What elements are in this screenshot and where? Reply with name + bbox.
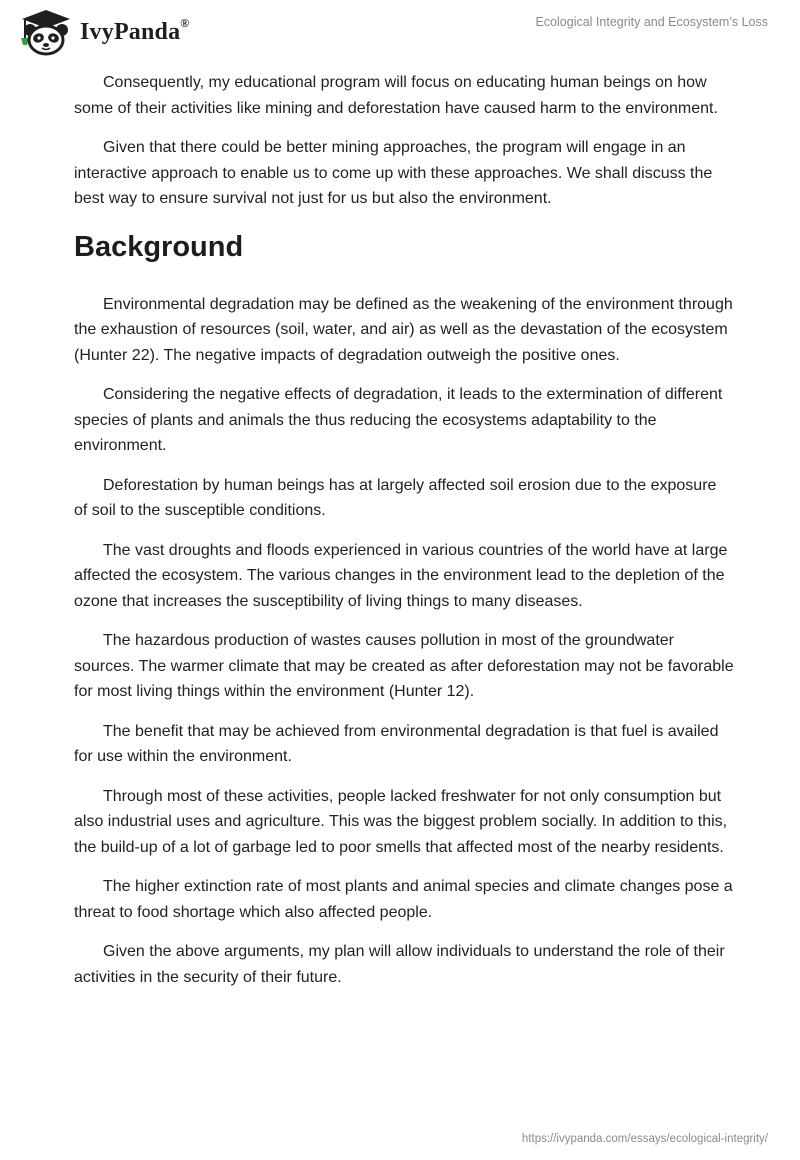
paragraph: The vast droughts and floods experienced in various countries of the world have at large affected the ecosystem. The various changes in the environment lead to the depletion of the ozone that increases the susceptibility of living things to many diseases. <box>74 541 728 610</box>
paragraph: Deforestation by human beings has at largely affected soil erosion due to the exposure of soil to the susceptible conditions. <box>74 476 717 519</box>
brand-logo[interactable] <box>16 8 189 56</box>
paragraph: Considering the negative effects of degradation, it leads to the extermination of different species of plants and animals the thus reducing the ecosystems adaptability to the environment. <box>74 386 723 454</box>
paragraph: Given that there could be better mining approaches, the program will engage in an interactive approach to enable us to come up with these approaches. We shall discuss the best way to ensure survival not just for us but also the environment. <box>74 139 713 207</box>
paragraph: The higher extinction rate of most plants and animal species and climate changes pose a threat to food shortage which also affected people. <box>74 878 733 921</box>
paragraph: Consequently, my educational program will focus on educating human beings on how some of their activities like mining and deforestation have caused harm to the environment. <box>74 74 718 117</box>
paragraph: Environmental degradation may be defined as the weakening of the environment through the exhaustion of resources (soil, water, and air) as well as the devastation of the ecosystem (Hunter 22). The negative impacts of degradation outweigh the positive ones. <box>74 295 733 364</box>
section-heading: Background <box>74 230 244 263</box>
paragraph: Given the above arguments, my plan will allow individuals to understand the role of their activities in the security of their future. <box>74 943 725 986</box>
paragraph: The hazardous production of wastes causes pollution in most of the groundwater sources. The warmer climate that may be created as after deforestation may not be favorable for most living things within the environment (Hunter 12). <box>74 632 734 700</box>
panda-graduation-icon <box>16 8 74 56</box>
document-title: Ecological Integrity and Ecosystem’s Loss <box>535 15 768 29</box>
brand-name: IvyPanda® <box>80 15 190 45</box>
paragraph: The benefit that may be achieved from environmental degradation is that fuel is availed for use within the environment. <box>74 722 719 765</box>
paragraph: Through most of these activities, people lacked freshwater for not only consumption but also industrial uses and agriculture. This was the biggest problem socially. In addition to this, the build-up of a lot of garbage led to poor smells that affected most of the nearby residents. <box>74 787 728 856</box>
source-url[interactable]: https://ivypanda.com/essays/ecological-integrity/ <box>521 1133 768 1145</box>
essay-body <box>74 70 734 1004</box>
page-header <box>0 0 800 66</box>
